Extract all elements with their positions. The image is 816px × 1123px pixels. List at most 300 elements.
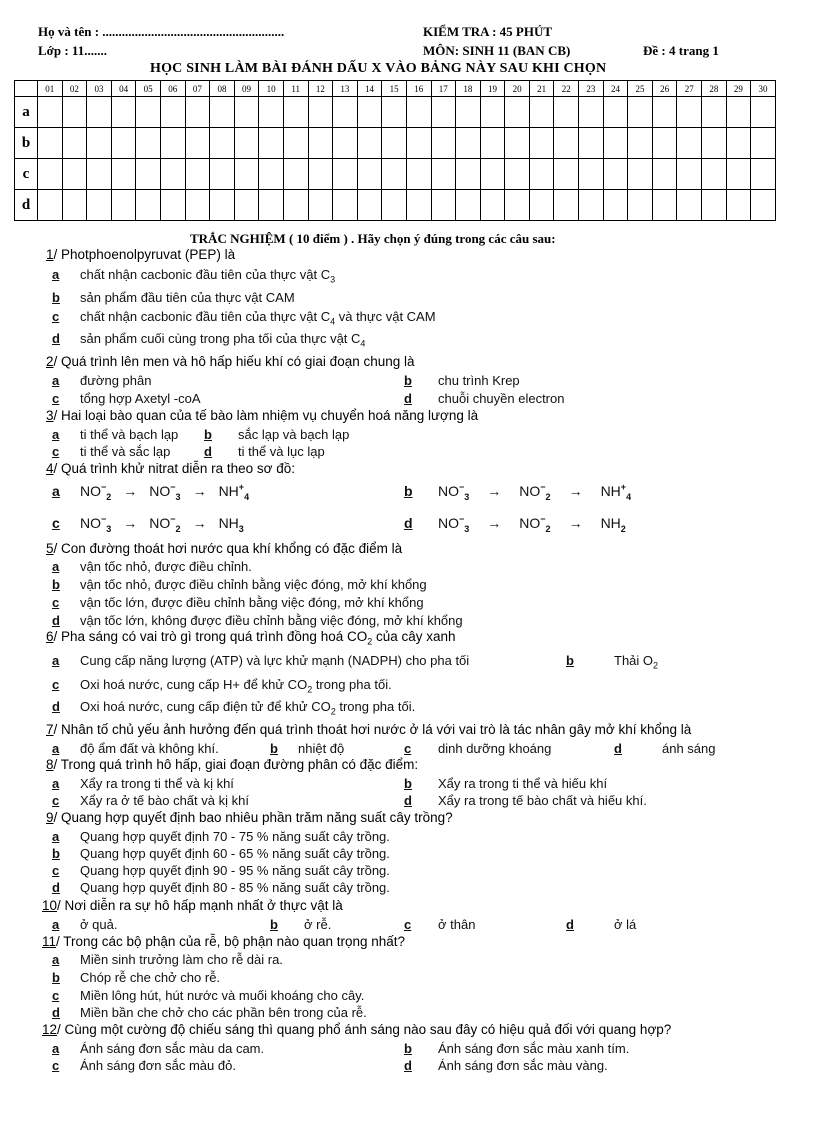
q2-option-a[interactable]: [52, 373, 151, 388]
q8-option-a[interactable]: [52, 776, 234, 791]
answer-cell[interactable]: [480, 159, 505, 190]
answer-cell[interactable]: [751, 97, 776, 128]
q6-option-c[interactable]: [52, 677, 392, 695]
option-text: Thải O: [614, 653, 654, 668]
answer-cell[interactable]: [160, 128, 185, 159]
q12-option-c[interactable]: [52, 1058, 236, 1073]
subscript: 2: [545, 524, 551, 534]
q9-option-d[interactable]: [52, 880, 390, 895]
option-text-tail: trong pha tối.: [335, 699, 416, 714]
answer-cell[interactable]: [726, 128, 751, 159]
answer-cell[interactable]: [652, 159, 677, 190]
answer-cell[interactable]: [702, 159, 727, 190]
q3-option-a[interactable]: [52, 427, 178, 442]
q4-option-c[interactable]: [52, 514, 244, 534]
option-letter: c: [52, 677, 60, 692]
grid-column-header: 13: [333, 81, 358, 97]
answer-cell[interactable]: [111, 159, 136, 190]
answer-cell[interactable]: [505, 97, 530, 128]
answer-cell[interactable]: [505, 159, 530, 190]
answer-cell[interactable]: [333, 128, 358, 159]
option-text: Quang hợp quyết định 80 - 85 % năng suất cây trồng.: [80, 880, 390, 895]
answer-cell[interactable]: [554, 159, 579, 190]
option-letter: d: [52, 331, 60, 346]
answer-cell[interactable]: [308, 159, 333, 190]
answer-cell[interactable]: [38, 190, 63, 221]
q10-option-d[interactable]: [566, 917, 636, 932]
answer-cell[interactable]: [456, 97, 481, 128]
q11-option-c[interactable]: [52, 988, 364, 1003]
option-text: Xẩy ra trong ti thể và kị khí: [80, 776, 234, 791]
question-7: [46, 722, 691, 737]
exam-duration-label: KIỂM TRA : 45 PHÚT: [423, 24, 553, 39]
answer-cell[interactable]: [185, 128, 210, 159]
answer-cell[interactable]: [87, 128, 112, 159]
option-letter: d: [404, 391, 412, 406]
option-letter: a: [52, 952, 60, 967]
option-letter: b: [270, 917, 278, 932]
q10-option-c[interactable]: [404, 917, 475, 932]
answer-cell[interactable]: [62, 159, 87, 190]
q12-option-b[interactable]: [404, 1041, 629, 1056]
grid-column-header: 23: [579, 81, 604, 97]
answer-cell[interactable]: [382, 190, 407, 221]
answer-cell[interactable]: [431, 128, 456, 159]
answer-cell[interactable]: [87, 97, 112, 128]
charge: +: [620, 482, 627, 492]
q7-option-a[interactable]: [52, 741, 219, 756]
answer-cell[interactable]: [234, 97, 259, 128]
subscript: 3: [330, 274, 336, 285]
charge: −: [170, 514, 176, 524]
answer-cell[interactable]: [554, 97, 579, 128]
grid-column-header: 29: [726, 81, 751, 97]
q3-option-c[interactable]: [52, 444, 170, 459]
q10-option-a[interactable]: [52, 917, 117, 932]
grid-row-label: d: [15, 190, 38, 221]
answer-cell[interactable]: [406, 128, 431, 159]
answer-grid: [14, 80, 776, 221]
q7-option-c[interactable]: [404, 741, 551, 756]
q7-option-d[interactable]: [614, 741, 716, 756]
q6-option-a[interactable]: [52, 653, 469, 668]
option-text: chu trình Krep: [438, 373, 520, 388]
question-3: [46, 408, 478, 423]
answer-cell[interactable]: [751, 159, 776, 190]
answer-cell[interactable]: [406, 190, 431, 221]
q2-option-b[interactable]: [404, 373, 520, 388]
answer-cell[interactable]: [751, 128, 776, 159]
charge: −: [459, 514, 465, 524]
option-letter: c: [52, 391, 60, 406]
question-text-tail: của cây xanh: [372, 629, 456, 644]
answer-cell[interactable]: [529, 159, 554, 190]
answer-cell[interactable]: [136, 97, 161, 128]
arrow-icon: →: [123, 515, 138, 531]
answer-cell[interactable]: [652, 97, 677, 128]
answer-cell[interactable]: [234, 190, 259, 221]
charge: −: [101, 482, 107, 492]
answer-cell[interactable]: [160, 190, 185, 221]
question-number: 2: [46, 354, 54, 369]
grid-column-header: 09: [234, 81, 259, 97]
question-4: [46, 461, 295, 476]
answer-cell[interactable]: [382, 97, 407, 128]
answer-cell[interactable]: [333, 159, 358, 190]
option-text: ở lá: [614, 917, 637, 932]
option-text: ánh sáng: [662, 741, 716, 756]
subscript: 2: [330, 706, 336, 717]
question-number: 12: [42, 1022, 58, 1037]
question-6: [46, 629, 456, 647]
option-text: chuỗi chuyền electron: [438, 391, 565, 406]
grid-column-header: 28: [702, 81, 727, 97]
answer-cell[interactable]: [136, 128, 161, 159]
formula-no: NO: [519, 515, 541, 531]
option-text: vận tốc nhỏ, được điều chỉnh.: [80, 559, 252, 574]
option-letter: d: [52, 1005, 60, 1020]
option-letter: d: [404, 1058, 412, 1073]
grid-column-header: 17: [431, 81, 456, 97]
formula-no: NO: [438, 483, 459, 499]
answer-cell[interactable]: [505, 190, 530, 221]
answer-cell[interactable]: [259, 190, 284, 221]
answer-cell[interactable]: [111, 128, 136, 159]
q9-option-b[interactable]: [52, 846, 390, 861]
answer-cell[interactable]: [283, 128, 308, 159]
option-letter: d: [52, 880, 60, 895]
question-number: 11: [42, 934, 57, 949]
option-letter: c: [404, 741, 412, 756]
q8-option-c[interactable]: [52, 793, 249, 808]
answer-cell[interactable]: [554, 190, 579, 221]
question-10: [42, 898, 343, 913]
option-letter: a: [52, 776, 60, 791]
formula-nh: NH: [218, 483, 239, 499]
answer-cell[interactable]: [136, 159, 161, 190]
answer-cell[interactable]: [210, 128, 235, 159]
q10-option-b[interactable]: [270, 917, 331, 932]
answer-cell[interactable]: [357, 190, 382, 221]
grid-column-header: 20: [505, 81, 530, 97]
grid-row-label: c: [15, 159, 38, 190]
answer-cell[interactable]: [529, 190, 554, 221]
answer-cell[interactable]: [160, 159, 185, 190]
answer-cell[interactable]: [603, 159, 628, 190]
arrow-icon: →: [568, 515, 583, 531]
q4-option-d[interactable]: [404, 514, 626, 534]
answer-cell[interactable]: [431, 190, 456, 221]
question-number: 4: [46, 461, 54, 476]
q9-option-a[interactable]: [52, 829, 390, 844]
answer-cell[interactable]: [234, 128, 259, 159]
answer-cell[interactable]: [38, 159, 63, 190]
answer-cell[interactable]: [406, 97, 431, 128]
answer-cell[interactable]: [283, 159, 308, 190]
option-letter: d: [52, 699, 60, 714]
question-12: [42, 1022, 671, 1037]
answer-cell[interactable]: [652, 190, 677, 221]
answer-cell[interactable]: [480, 97, 505, 128]
answer-cell[interactable]: [628, 159, 653, 190]
arrow-icon: →: [192, 483, 207, 499]
option-text: Ánh sáng đơn sắc màu đỏ.: [80, 1058, 236, 1073]
student-name-label: Họ và tên : ........................................................: [38, 24, 285, 39]
subscript: 3: [238, 524, 244, 534]
answer-cell[interactable]: [210, 190, 235, 221]
answer-cell[interactable]: [603, 190, 628, 221]
grid-column-header: 08: [210, 81, 235, 97]
answer-cell[interactable]: [480, 128, 505, 159]
option-letter: a: [52, 829, 60, 844]
subscript: 2: [653, 660, 659, 671]
option-letter: a: [52, 483, 60, 499]
question-text: / Trong các bộ phận của rễ, bộ phận nào quan trọng nhất?: [56, 934, 406, 949]
answer-cell[interactable]: [308, 190, 333, 221]
answer-cell[interactable]: [259, 128, 284, 159]
grid-corner-cell: [15, 81, 38, 97]
subscript: 2: [620, 524, 626, 534]
q12-option-d[interactable]: [404, 1058, 608, 1073]
option-text: Cung cấp năng lượng (ATP) và lực khử mạnh (NADPH) cho pha tối: [80, 653, 470, 668]
option-letter: d: [204, 444, 212, 459]
subscript: 2: [307, 684, 313, 695]
answer-cell[interactable]: [357, 159, 382, 190]
answer-cell[interactable]: [333, 190, 358, 221]
option-letter: c: [52, 444, 60, 459]
answer-cell[interactable]: [677, 190, 702, 221]
answer-cell[interactable]: [38, 128, 63, 159]
answer-cell[interactable]: [677, 159, 702, 190]
answer-cell[interactable]: [136, 190, 161, 221]
subscript: 3: [106, 524, 112, 534]
q11-option-b[interactable]: [52, 970, 220, 985]
answer-cell[interactable]: [431, 97, 456, 128]
charge: −: [170, 482, 176, 492]
q11-option-a[interactable]: [52, 952, 283, 967]
q7-option-b[interactable]: [270, 741, 344, 756]
option-text: chất nhận cacbonic đầu tiên của thực vật C: [80, 309, 331, 324]
charge: +: [238, 482, 245, 492]
answer-cell[interactable]: [333, 97, 358, 128]
answer-cell[interactable]: [160, 97, 185, 128]
answer-cell[interactable]: [628, 128, 653, 159]
question-text: / Nhân tố chủ yếu ảnh hưởng đến quá trình thoát hơi nước ở lá với vai trò là tác nhân gây mở khí khổng là: [53, 722, 692, 737]
answer-cell[interactable]: [529, 97, 554, 128]
answer-cell[interactable]: [579, 128, 604, 159]
formula-nh: NH: [218, 515, 239, 531]
question-number: 7: [46, 722, 54, 737]
answer-cell[interactable]: [210, 159, 235, 190]
q5-option-d[interactable]: [52, 613, 463, 628]
answer-cell[interactable]: [234, 159, 259, 190]
question-number: 8: [46, 757, 54, 772]
q3-option-d[interactable]: [204, 444, 325, 459]
option-letter: c: [52, 1058, 60, 1073]
answer-cell[interactable]: [702, 190, 727, 221]
grid-column-header: 11: [283, 81, 308, 97]
option-text: vận tốc lớn, được điều chỉnh bằng việc đóng, mở khí khổng: [80, 595, 424, 610]
answer-cell[interactable]: [62, 97, 87, 128]
answer-cell[interactable]: [185, 190, 210, 221]
q8-option-d[interactable]: [404, 793, 647, 808]
question-number: 1: [46, 247, 54, 262]
q2-option-d[interactable]: [404, 391, 564, 406]
q1-option-d[interactable]: [52, 331, 365, 349]
option-letter: b: [404, 776, 412, 791]
answer-cell[interactable]: [628, 190, 653, 221]
grid-column-header: 01: [38, 81, 63, 97]
answer-cell[interactable]: [751, 190, 776, 221]
option-letter: b: [52, 577, 60, 592]
option-text: Ánh sáng đơn sắc màu xanh tím.: [438, 1041, 630, 1056]
answer-cell[interactable]: [431, 159, 456, 190]
answer-cell[interactable]: [579, 159, 604, 190]
option-letter: c: [52, 793, 60, 808]
option-letter: c: [52, 863, 60, 878]
answer-cell[interactable]: [283, 190, 308, 221]
formula-subsup: [101, 483, 111, 500]
q1-option-a[interactable]: [52, 267, 335, 285]
option-text: Miền bần che chở cho các phần bên trong của rễ.: [80, 1005, 367, 1020]
subscript: 2: [175, 524, 181, 534]
q12-option-a[interactable]: [52, 1041, 264, 1056]
option-letter: b: [566, 653, 574, 668]
q11-option-d[interactable]: [52, 1005, 367, 1020]
answer-cell[interactable]: [726, 190, 751, 221]
answer-cell[interactable]: [726, 97, 751, 128]
q3-option-b[interactable]: [204, 427, 349, 442]
answer-cell[interactable]: [111, 190, 136, 221]
q4-option-b[interactable]: [404, 482, 631, 502]
q1-option-c[interactable]: [52, 309, 436, 327]
charge: −: [540, 482, 546, 492]
answer-cell[interactable]: [185, 159, 210, 190]
answer-cell[interactable]: [382, 128, 407, 159]
grid-column-header: 30: [751, 81, 776, 97]
answer-cell[interactable]: [111, 97, 136, 128]
option-text: Miền lông hút, hút nước và muối khoáng cho cây.: [80, 988, 365, 1003]
option-text: Oxi hoá nước, cung cấp điện tử để khử CO: [80, 699, 331, 714]
option-letter: c: [404, 917, 412, 932]
option-text: Oxi hoá nước, cung cấp H+ để khử CO: [80, 677, 308, 692]
answer-cell[interactable]: [603, 128, 628, 159]
option-text: Quang hợp quyết định 60 - 65 % năng suất cây trồng.: [80, 846, 390, 861]
question-number: 5: [46, 541, 54, 556]
answer-cell[interactable]: [702, 128, 727, 159]
answer-cell[interactable]: [480, 190, 505, 221]
answer-cell[interactable]: [62, 128, 87, 159]
option-text: Ánh sáng đơn sắc màu vàng.: [438, 1058, 608, 1073]
subscript: 4: [360, 338, 366, 349]
answer-cell[interactable]: [259, 97, 284, 128]
question-text: / Nơi diễn ra sự hô hấp mạnh nhất ở thực vật là: [57, 898, 343, 913]
option-letter: b: [52, 846, 60, 861]
answer-cell[interactable]: [603, 97, 628, 128]
answer-cell[interactable]: [529, 128, 554, 159]
option-text: đường phân: [80, 373, 152, 388]
grid-column-header: 22: [554, 81, 579, 97]
q2-option-c[interactable]: [52, 391, 201, 406]
option-text: sản phẩm cuối cùng trong pha tối của thực vật C: [80, 331, 361, 346]
answer-cell[interactable]: [259, 159, 284, 190]
answer-cell[interactable]: [652, 128, 677, 159]
answer-cell[interactable]: [38, 97, 63, 128]
question-9: [46, 810, 453, 825]
arrow-icon: →: [487, 483, 502, 499]
answer-cell[interactable]: [62, 190, 87, 221]
grid-column-header: 15: [382, 81, 407, 97]
question-text: / Quá trình lên men và hô hấp hiếu khí có giai đoạn chung là: [53, 354, 415, 369]
formula-no: NO: [149, 515, 171, 531]
answer-cell[interactable]: [554, 128, 579, 159]
subscript: 2: [545, 492, 551, 502]
answer-cell[interactable]: [406, 159, 431, 190]
answer-cell[interactable]: [628, 97, 653, 128]
answer-cell[interactable]: [456, 190, 481, 221]
answer-cell[interactable]: [382, 159, 407, 190]
question-number: 6: [46, 629, 54, 644]
answer-cell[interactable]: [87, 159, 112, 190]
answer-cell[interactable]: [677, 97, 702, 128]
option-letter: b: [270, 741, 278, 756]
answer-cell[interactable]: [579, 190, 604, 221]
answer-cell[interactable]: [283, 97, 308, 128]
option-text-tail: và thực vật CAM: [335, 309, 436, 324]
option-text: ti thể và lục lạp: [238, 444, 325, 459]
answer-cell[interactable]: [87, 190, 112, 221]
q9-option-c[interactable]: [52, 863, 390, 878]
answer-cell[interactable]: [456, 159, 481, 190]
q5-option-c[interactable]: [52, 595, 424, 610]
option-text: Xẩy ra trong ti thể và hiếu khí: [438, 776, 608, 791]
option-text-tail: trong pha tối.: [312, 677, 392, 692]
answer-cell[interactable]: [505, 128, 530, 159]
q5-option-a[interactable]: [52, 559, 252, 574]
answer-cell[interactable]: [357, 97, 382, 128]
q6-option-b[interactable]: [566, 653, 658, 671]
answer-cell[interactable]: [456, 128, 481, 159]
answer-cell[interactable]: [357, 128, 382, 159]
option-text: Quang hợp quyết định 90 - 95 % năng suất cây trồng.: [80, 863, 390, 878]
answer-cell[interactable]: [702, 97, 727, 128]
answer-cell[interactable]: [210, 97, 235, 128]
answer-cell[interactable]: [308, 128, 333, 159]
subscript: 4: [626, 492, 632, 502]
grid-column-header: 12: [308, 81, 333, 97]
answer-cell[interactable]: [579, 97, 604, 128]
question-text: / Photphoenolpyruvat (PEP) là: [53, 247, 236, 262]
grid-column-header: 24: [603, 81, 628, 97]
answer-cell[interactable]: [677, 128, 702, 159]
q5-option-b[interactable]: [52, 577, 427, 592]
option-letter: a: [52, 267, 60, 282]
answer-cell[interactable]: [308, 97, 333, 128]
grid-column-header: 25: [628, 81, 653, 97]
q6-option-d[interactable]: [52, 699, 415, 717]
q4-option-a[interactable]: [52, 482, 249, 502]
q8-option-b[interactable]: [404, 776, 607, 791]
option-text: tổng hợp Axetyl -coA: [80, 391, 201, 406]
option-text: Ánh sáng đơn sắc màu da cam.: [80, 1041, 265, 1056]
option-letter: d: [566, 917, 574, 932]
answer-cell[interactable]: [185, 97, 210, 128]
question-text: / Quang hợp quyết định bao nhiêu phần trăm năng suất cây trồng?: [53, 810, 453, 825]
q1-option-b[interactable]: [52, 290, 295, 305]
grid-column-header: 03: [87, 81, 112, 97]
option-letter: c: [52, 515, 60, 531]
answer-cell[interactable]: [726, 159, 751, 190]
